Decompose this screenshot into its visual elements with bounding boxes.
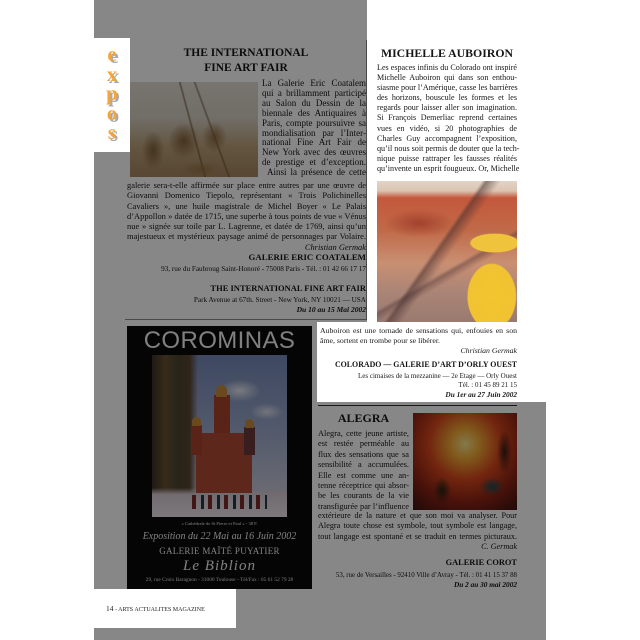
section-tab-expos	[94, 42, 130, 144]
tab-letter: o	[106, 100, 118, 125]
fair-address: Park Avenue at 67th. Street - New York, NY 10021 — USA	[193, 296, 366, 304]
text-line: flux des sensations que sa	[318, 449, 409, 459]
venue-logo: Le Biblion	[183, 558, 256, 574]
article-text-full	[127, 180, 366, 252]
text-line: qui a brillamment participé	[262, 87, 366, 98]
text-line: Cavaliers », une huile magistrale de Michel Boyer « Le Palais	[127, 200, 366, 211]
text-line: qu’il nous soit permis de douter que la tech-	[377, 143, 520, 153]
text-line: nique puisse rattraper les fausses réalités	[377, 153, 517, 163]
text-line: Les espaces infinis du Colorado ont inspiré	[377, 63, 517, 72]
text-line: galerie sera-t-elle affirmée sur place entre autres par une œuvre de	[127, 180, 366, 190]
title-line: THE INTERNATIONAL	[183, 47, 309, 59]
gallery-name: GALERIE MAÏTÉ PUYATIER	[159, 546, 280, 556]
gallery-name: GALERIE COROT	[445, 558, 517, 567]
gallery-address: 29, rue Croix Baragnon - 31000 Toulouse - Tél/Fax : 05 61 52 79 28	[145, 577, 294, 583]
fair-dates: Du 10 au 15 Mai 2002	[296, 305, 366, 314]
author-byline: Christian Germak	[460, 346, 517, 356]
text-line: est restée perméable au	[318, 439, 409, 449]
venue-phone: Tél. : 01 45 89 21 15	[458, 380, 517, 389]
text-line: transfigurée par l’influence	[318, 501, 409, 511]
church-side-tower	[244, 427, 255, 455]
text-line: Paris, compte poursuivre sa	[262, 117, 366, 128]
section-divider	[318, 405, 517, 406]
text-line: national Fine Art Fair de	[262, 137, 366, 148]
exhibition-dates: Du 2 au 30 mai 2002	[453, 580, 517, 589]
text-line: extérieure de la nature et que son moi va analyser. Pour	[318, 511, 517, 520]
article-text-narrow	[318, 429, 409, 512]
gallery-address: 53, rue de Versailles - 92410 Ville d’Avray - Tél. : 01 41 15 37 88	[335, 572, 517, 579]
venue-info-alegra	[318, 557, 517, 590]
skaters-figures	[192, 495, 267, 509]
text-line: be les courants de la vie	[318, 491, 409, 501]
article-text-full	[318, 511, 517, 553]
article-title-alegra	[318, 411, 409, 425]
text-line: de prestige et d’exception.	[262, 157, 366, 168]
tiepolo-artwork-image	[130, 82, 258, 177]
author-byline: C. Germak	[481, 542, 517, 552]
cathedral-painting-image	[152, 355, 287, 517]
text-line: âme, sortent en trombe pour se libérer.	[320, 336, 440, 346]
text-line: Alegra toute chose est symbole, tout symbole est langage,	[318, 521, 517, 531]
colorado-canyon-painting-image	[377, 181, 517, 322]
text-line: La Galerie Eric Coatalem	[262, 78, 366, 88]
venue-name: COLORADO — GALERIE D’ART D’ORLY OUEST	[334, 359, 517, 369]
tab-letter: x	[106, 61, 118, 86]
text-line: tout langage est spontané et se traduit en termes picturaux.	[318, 531, 517, 541]
article-continuation-auboiron	[320, 326, 517, 400]
text-line: des horizons, bouscule les formes et les	[377, 93, 517, 103]
author-byline: Christian Germak	[304, 241, 366, 252]
text-line: Giovanni Domenico Tiepolo, représentant « Trois Polichinelles	[127, 190, 366, 201]
church-dome	[192, 417, 201, 426]
venue-address: Les cimaises de la mezzanine — 2e Etage — Orly Ouest	[358, 371, 517, 380]
tab-letter: s	[107, 120, 117, 144]
artist-name: COROMINAS	[143, 327, 296, 354]
gallery-address: 93, rue du Faubroug Saint-Honoré - 75008 Paris - Tél. : 01 42 66 17 17	[161, 265, 366, 273]
article-title-auboiron	[377, 46, 517, 60]
text-line: Elle est comme une an-	[318, 470, 409, 480]
fair-name: THE INTERNATIONAL FINE ART FAIR	[210, 283, 366, 293]
text-line: sensibilité a accumulées.	[318, 460, 409, 470]
text-line: Michelle Auboiron qui dans son enthou-	[377, 73, 517, 83]
page-number: 14	[106, 604, 114, 613]
church-side-tower	[192, 425, 202, 455]
text-line: regards pour laisser aller son imagination.	[377, 103, 517, 113]
text-line: vues en vidéo, si 20 photographies de	[377, 123, 517, 133]
alegra-painting-image	[413, 413, 517, 510]
title-text: ALEGRA	[337, 411, 390, 425]
text-line: Alegra, cette jeune artiste,	[318, 429, 409, 438]
title-text: MICHELLE AUBOIRON	[380, 46, 514, 60]
article-text-auboiron	[377, 63, 520, 174]
text-line: biennale des Antiquaires à	[262, 107, 366, 118]
text-line: siasme pour l’Amérique, casse les barrières	[377, 83, 518, 93]
magazine-name: - ARTS ACTUALITES MAGAZINE	[113, 607, 205, 613]
exhibition-dates: Exposition du 22 Mai au 16 Juin 2002	[142, 531, 297, 542]
exhibition-dates: Du 1er au 27 Juin 2002	[445, 389, 517, 399]
text-line: Auboiron est une tornade de sensations qui, enfouies en son	[320, 326, 517, 335]
text-line: qu’invente un esprit fougueux. Or, Michelle	[377, 163, 520, 173]
church-dome	[245, 419, 254, 428]
text-line: Si François Demerliac reprend certaines	[377, 113, 517, 123]
text-line: Ainsi la présence de cette	[267, 167, 366, 178]
title-line: FINE ART FAIR	[204, 62, 288, 74]
text-line: d’Appollon » datée de 1715, une superbe à tous points de vue « Vénus	[127, 210, 366, 221]
text-line: au Salon du Dessin de la	[262, 97, 366, 108]
text-line: Charles Guy accompagnent l’exposition,	[377, 133, 517, 143]
page-footer	[106, 604, 205, 613]
church-dome	[216, 385, 227, 397]
article-title-fine-art-fair	[125, 46, 367, 76]
tab-letter: p	[106, 81, 118, 105]
text-line: mondialisation par l’Inter-	[262, 127, 366, 138]
tab-letter: e	[107, 42, 117, 66]
text-line: majestueux et mystérieux paysage animé de personnages par Volaire.	[127, 231, 366, 242]
text-line: New York avec des œuvres	[262, 147, 366, 158]
gallery-name: GALERIE ERIC COATALEM	[248, 252, 366, 262]
venue-info-fine-art-fair	[127, 251, 366, 315]
article-text-narrow	[262, 79, 366, 178]
text-line: tenne réceptrice qui absor-	[318, 481, 409, 491]
painting-caption: « Cathédrale de St Pierre et Paul » - 38 F.	[181, 521, 258, 526]
text-line: nue » signée sur toile par L. Lagrenne, et datée de 1769, ainsi qu’un	[127, 221, 366, 232]
corominas-exhibition-ad	[127, 326, 312, 589]
